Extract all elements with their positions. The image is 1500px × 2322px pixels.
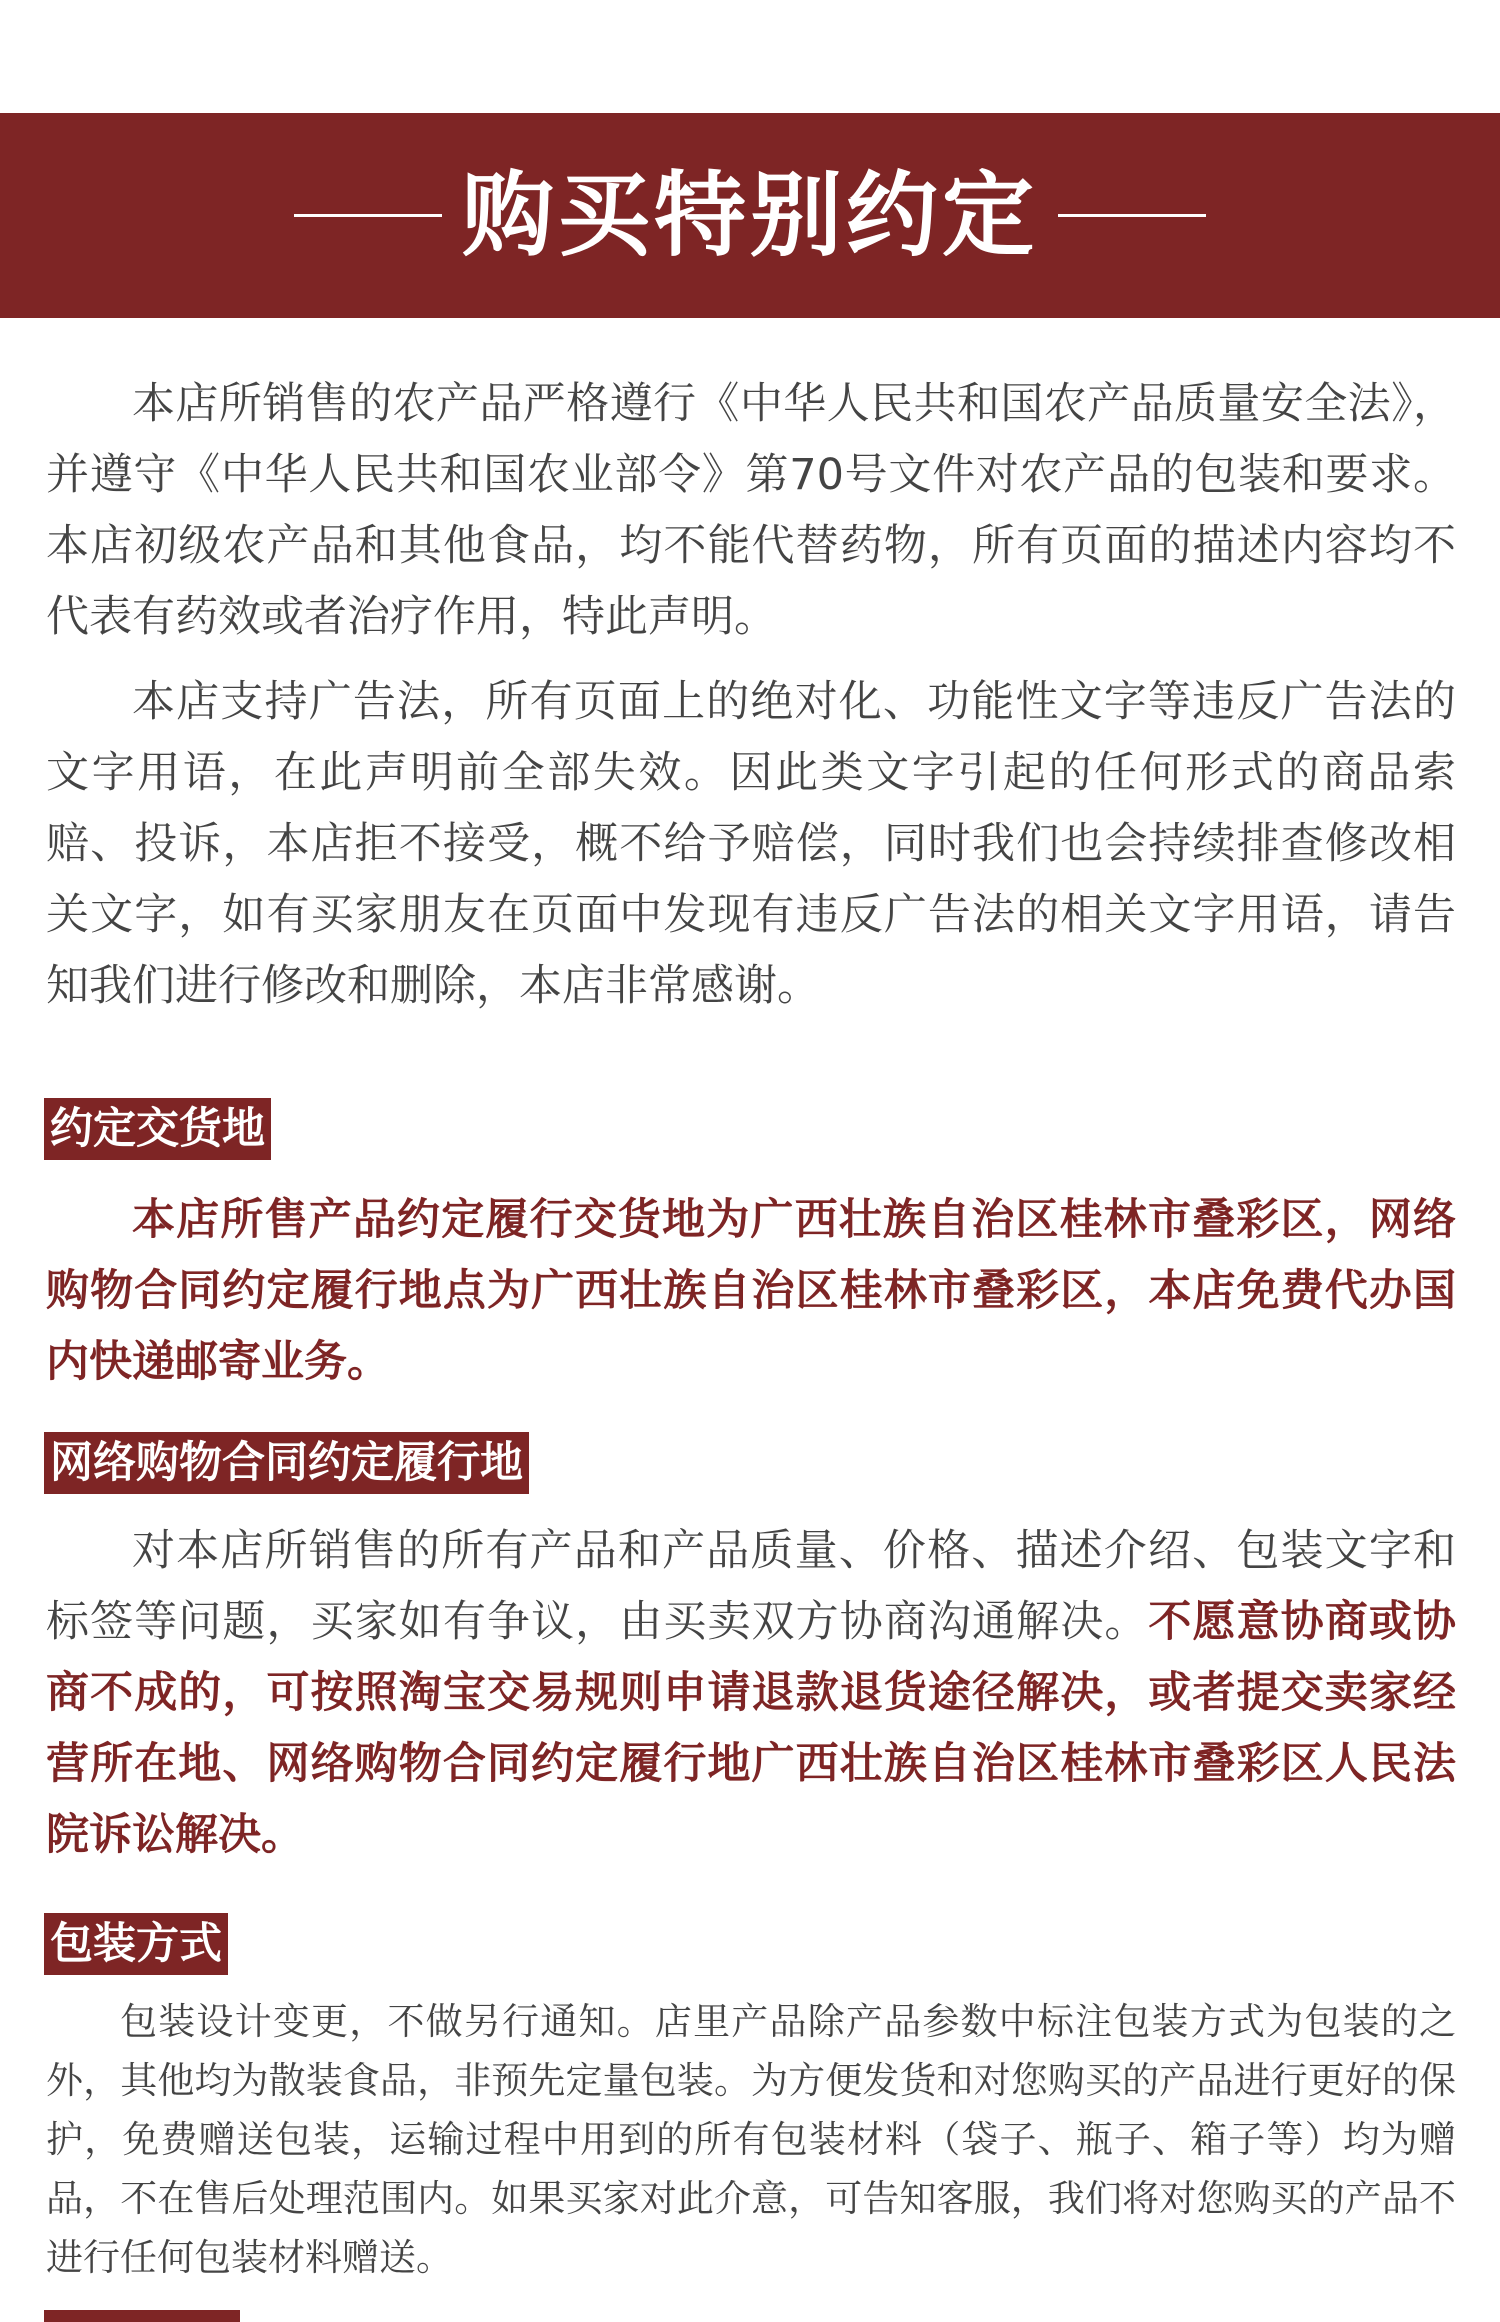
intro-paragraph-1: 本店所销售的农产品严格遵行《中华人民共和国农产品质量安全法》，并遵守《中华人民共和国农业部令》第70号文件对农产品的包装和要求。本店初级农产品和其他食品，均不能代替药物，所有页面的描述内容均不代表有药效或者治疗作用，特此声明。 [46,379,1456,642]
next-section-tag-edge [44,2310,240,2322]
title-left-rule [294,214,442,217]
section-tag-delivery-place: 约定交货地 [44,1098,271,1160]
packaging-text: 包装设计变更，不做另行通知。店里产品除产品参数中标注包装方式为包装的之外，其他均为散装食品，非预先定量包装。为方便发货和对您购买的产品进行更好的保护，免费赠送包装，运输过程中用到的所有包装材料（袋子、瓶子、箱子等）均为赠品，不在售后处理范围内。如果买家对此介意，可告知客服，我们将对您购买的产品不进行任何包装材料赠送。 [46,2000,1456,2279]
section-tag-contract-place: 网络购物合同约定履行地 [44,1432,529,1494]
intro-paragraph-2: 本店支持广告法，所有页面上的绝对化、功能性文字等违反广告法的文字用语，在此声明前全部失效。因此类文字引起的任何形式的商品索赔、投诉，本店拒不接受，概不给予赔偿，同时我们也会持续排查修改相关文字，如有买家朋友在页面中发现有违反广告法的相关文字用语，请告知我们进行修改和删除，本店非常感谢。 [46,677,1456,1011]
section-tag-packaging: 包装方式 [44,1913,228,1975]
contract-place-normal-text: 对本店所销售的所有产品和产品质量、价格、描述介绍、包装文字和标签等问题，买家如有争议，由买卖双方协商沟通解决。 [46,1526,1456,1647]
page-title: 购买特别约定 [461,161,1038,269]
contract-place-red-text: 不愿意协商或协商不成的，可按照淘宝交易规则申请退款退货途径解决，或者提交卖家经营所在地、网络购物合同约定履行地广西壮族自治区桂林市叠彩区人民法院诉讼解决。 [46,1597,1457,1860]
delivery-place-text: 本店所售产品约定履行交货地为广西壮族自治区桂林市叠彩区，网络购物合同约定履行地点为广西壮族自治区桂林市叠彩区，本店免费代办国内快递邮寄业务。 [46,1195,1456,1387]
title-banner [0,113,1500,318]
contract-place-text [46,1516,1456,1871]
title-right-rule [1058,214,1206,217]
